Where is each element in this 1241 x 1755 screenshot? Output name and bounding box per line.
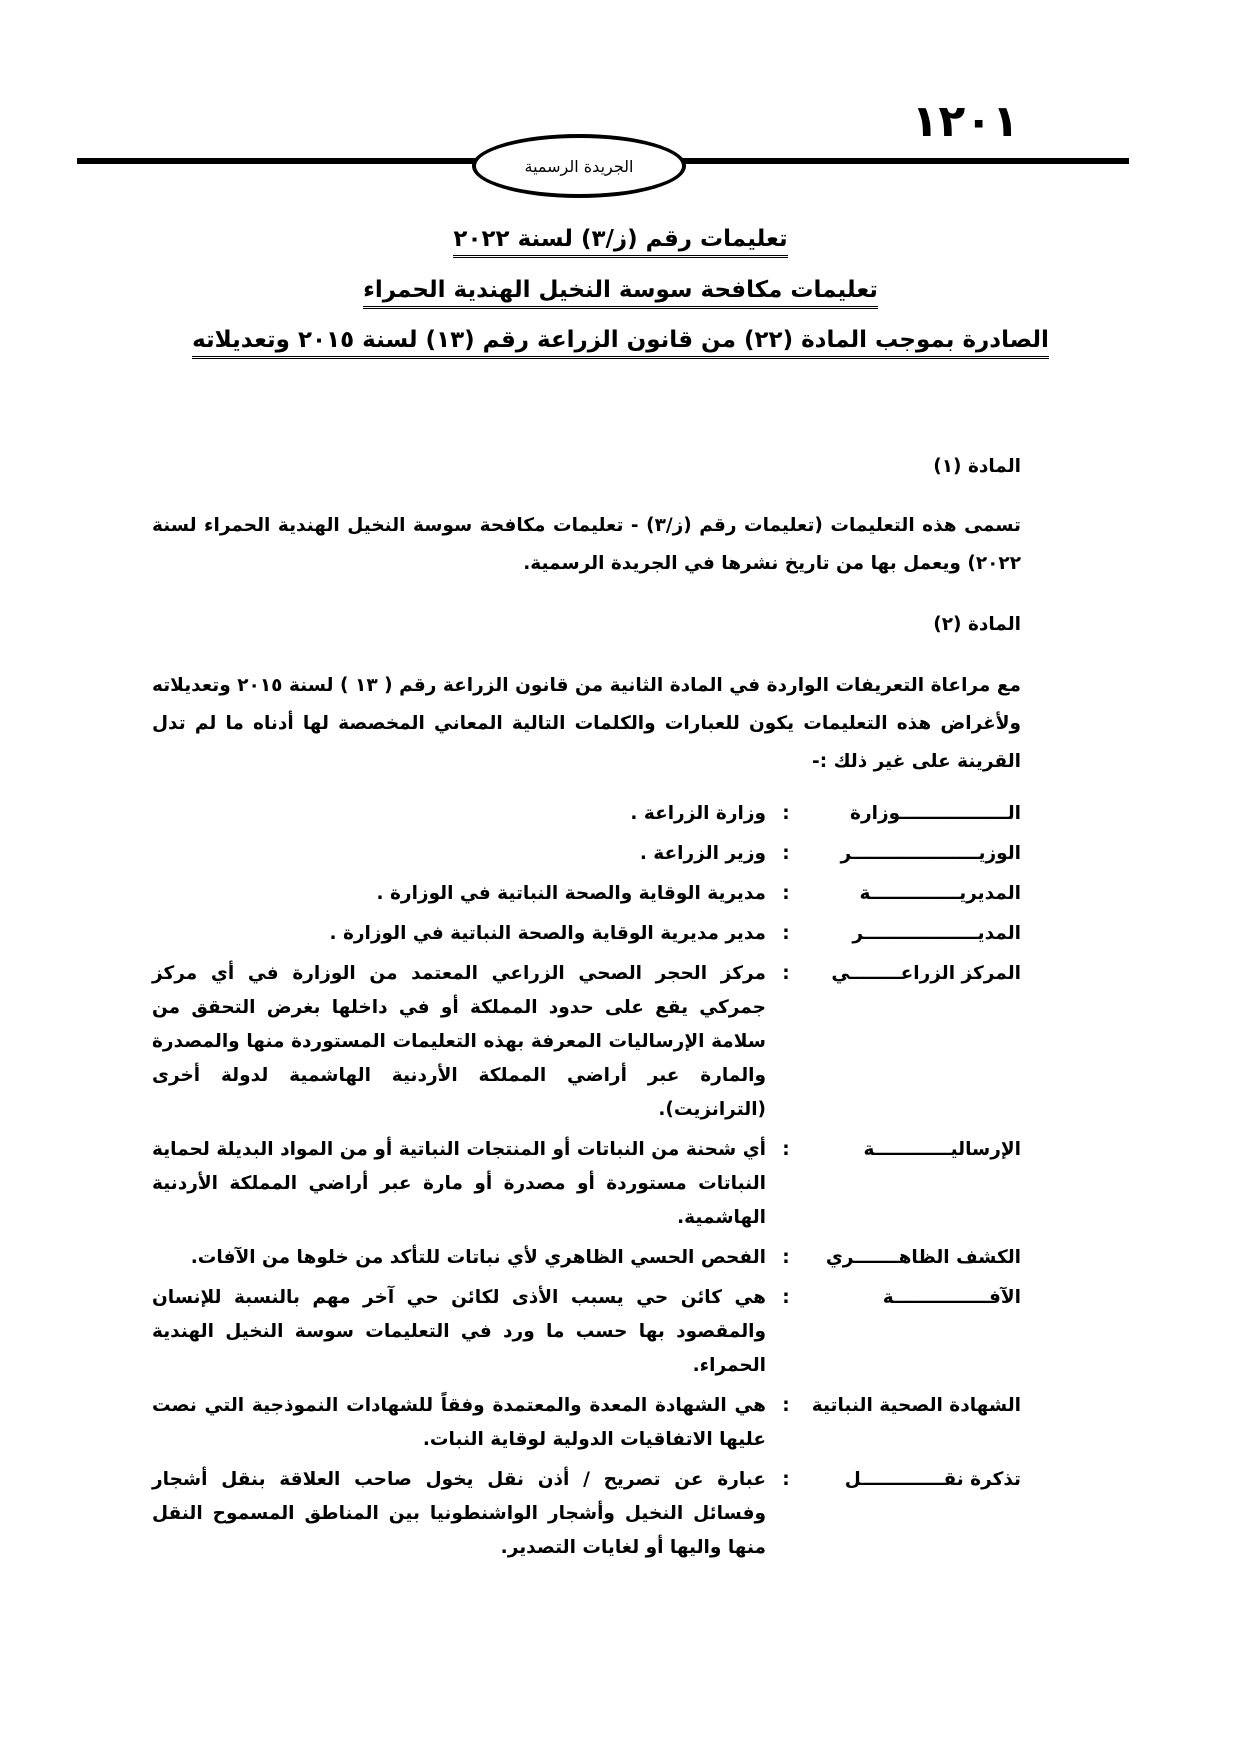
definition-row	[152, 917, 1021, 951]
title-line-1	[0, 226, 1241, 252]
definition-text: هي الشهادة المعدة والمعتمدة وفقاً للشهادات النموذجية التي نصت عليها الاتفاقيات الدولية لوقاية النبات.	[152, 1395, 766, 1450]
definition-colon: :	[782, 883, 790, 904]
page-number: ١٢٠١	[911, 96, 1019, 147]
definition-text: وزارة الزراعة .	[630, 803, 766, 824]
definition-term: تذكرة نقـــــــــــــل	[844, 1469, 1021, 1490]
definition-text: وزير الزراعة .	[639, 843, 766, 864]
definition-colon: :	[782, 1247, 790, 1268]
article-1-heading: المادة (١)	[933, 456, 1021, 477]
definition-text: عبارة عن تصريح / أذن نقل يخول صاحب العلاقة بنقل أشجار وفسائل النخيل وأشجار الواشنطونيا بين المناطق المسموح النقل منها واليها أو لغايات التصدير.	[152, 1469, 766, 1558]
title-text: الصادرة بموجب المادة (٢٢) من قانون الزراعة رقم (١٣) لسنة ٢٠١٥ وتعديلاته	[192, 327, 1049, 359]
definition-term: الإرساليــــــــــــة	[863, 1139, 1021, 1160]
definition-colon: :	[782, 1395, 790, 1416]
title-text: تعليمات رقم (ز/٣) لسنة ٢٠٢٢	[453, 226, 787, 258]
definition-term: المديريــــــــــــــة	[859, 883, 1021, 904]
definition-text: هي كائن حي يسبب الأذى لكائن حي آخر مهم بالنسبة للإنسان والمقصود بها حسب ما ورد في التعليمات سوسة النخيل الهندية الحمراء.	[152, 1287, 766, 1376]
definition-text: مديرية الوقاية والصحة النباتية في الوزارة .	[376, 883, 766, 904]
definition-colon: :	[782, 803, 790, 824]
article-2-heading: المادة (٢)	[933, 614, 1021, 635]
definition-colon: :	[782, 963, 790, 984]
definition-row	[152, 797, 1021, 831]
definition-colon: :	[782, 923, 790, 944]
definition-term: الشهادة الصحية النباتية	[811, 1395, 1021, 1416]
definition-row	[152, 877, 1021, 911]
definition-colon: :	[782, 843, 790, 864]
gazette-seal	[472, 134, 686, 198]
definition-row	[152, 1463, 1021, 1565]
definition-colon: :	[782, 1287, 790, 1308]
definition-text: مركز الحجر الصحي الزراعي المعتمد من الوزارة في أي مركز جمركي يقع على حدود المملكة أو في داخلها بغرض التحقق من سلامة الإرساليات المعرفة بهذه التعليمات المستوردة منها والمصدرة والمارة عبر أراضي المملكة الأردنية الهاشمية لدولة أخرى (الترانزيت).	[152, 963, 766, 1120]
article-1-text: تسمى هذه التعليمات (تعليمات رقم (ز/٣) - تعليمات مكافحة سوسة النخيل الهندية الحمراء لسنة ٢٠٢٢) ويعمل بها من تاريخ نشرها في الجريدة الرسمية.	[152, 515, 1021, 574]
definition-term: المركز الزراعــــــــي	[831, 963, 1021, 984]
definition-term: الوزيــــــــــــــــــــر	[840, 843, 1021, 864]
definition-term: الآفـــــــــــــــة	[882, 1287, 1021, 1308]
definition-row	[152, 957, 1021, 1127]
definition-row	[152, 1389, 1021, 1457]
definition-row	[152, 1241, 1021, 1275]
title-text: تعليمات مكافحة سوسة النخيل الهندية الحمراء	[363, 277, 878, 309]
definition-colon: :	[782, 1139, 790, 1160]
definition-row	[152, 837, 1021, 871]
title-line-2	[0, 277, 1241, 303]
definition-term: الكشف الظاهـــــــري	[825, 1247, 1021, 1268]
definition-text: أي شحنة من النباتات أو المنتجات النباتية أو من المواد البديلة لحماية النباتات مستوردة أو مصدرة أو مارة عبر أراضي المملكة الأردنية الهاشمية.	[152, 1139, 766, 1228]
definition-term: المديــــــــــــــــــر	[852, 923, 1021, 944]
definition-row	[152, 1281, 1021, 1383]
definitions-list	[152, 797, 1021, 1571]
definition-row	[152, 1133, 1021, 1235]
definition-text: مدير مديرية الوقاية والصحة النباتية في الوزارة .	[329, 923, 766, 944]
definition-colon: :	[782, 1469, 790, 1490]
definition-text: الفحص الحسي الظاهري لأي نباتات للتأكد من خلوها من الآفات.	[190, 1247, 766, 1268]
title-line-3	[0, 327, 1241, 353]
definition-term: الـــــــــــــــــوزارة	[850, 803, 1021, 824]
article-2-text: مع مراعاة التعريفات الواردة في المادة الثانية من قانون الزراعة رقم ( ١٣ ) لسنة ٢٠١٥ وتعديلاته ولأغراض هذه التعليمات يكون للعبارات والكلمات التالية المعاني المخصصة لها أدناه ما لم تدل القرينة على غير ذلك :-	[152, 675, 1021, 772]
gazette-name: الجريدة الرسمية	[524, 156, 634, 176]
